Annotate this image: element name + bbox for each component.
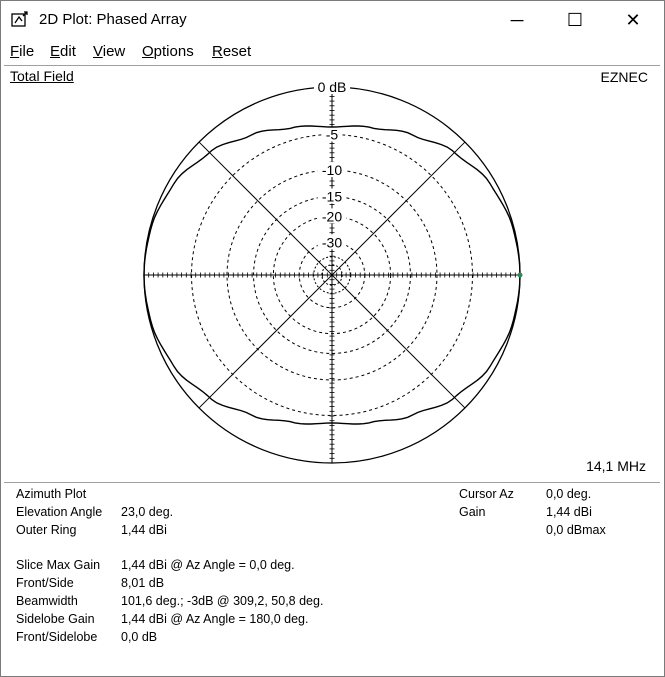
ring-label: 0 dB (317, 79, 347, 95)
maximize-icon: ☐ (566, 9, 584, 30)
polar-plot[interactable] (4, 66, 660, 482)
info-label: Outer Ring (16, 523, 77, 537)
info-label: Slice Max Gain (16, 558, 101, 572)
plot-title: Total Field (10, 68, 74, 84)
ring-label: -15 (321, 188, 343, 205)
app-icon (11, 11, 29, 29)
ring-label: -5 (325, 126, 339, 143)
ring-label: -10 (321, 162, 343, 179)
info-value: 23,0 deg. (121, 505, 174, 519)
info-value: 1,44 dBi @ Az Angle = 0,0 deg. (121, 558, 295, 572)
info-label: Azimuth Plot (16, 487, 87, 501)
cursor-value: 0,0 deg. (546, 487, 592, 501)
menu-reset[interactable]: Reset (212, 43, 252, 60)
menu-file[interactable]: File (10, 43, 35, 60)
cursor-label: Cursor Az (459, 487, 514, 501)
cursor-value: 1,44 dBi (546, 505, 592, 519)
info-value: 1,44 dBi @ Az Angle = 180,0 deg. (121, 612, 309, 626)
title-bar[interactable] (1, 1, 664, 39)
window-title: 2D Plot: Phased Array (39, 11, 187, 28)
info-label: Beamwidth (16, 594, 78, 608)
info-label: Front/Side (16, 576, 74, 590)
plot-brand: EZNEC (600, 69, 648, 85)
info-panel (4, 483, 660, 673)
info-value: 0,0 dB (121, 630, 158, 644)
ring-label: -30 (321, 234, 343, 251)
close-icon: ✕ (625, 9, 641, 30)
maximize-button[interactable] (546, 1, 604, 39)
info-label: Elevation Angle (16, 505, 103, 519)
info-label: Front/Sidelobe (16, 630, 98, 644)
ring-label: -20 (321, 208, 343, 225)
menu-options[interactable]: Options (142, 43, 194, 60)
info-value: 1,44 dBi (121, 523, 167, 537)
cursor-value: 0,0 dBmax (546, 523, 606, 537)
plot-frequency: 14,1 MHz (586, 458, 646, 474)
info-value: 101,6 deg.; -3dB @ 309,2, 50,8 deg. (121, 594, 324, 608)
info-label: Sidelobe Gain (16, 612, 95, 626)
menu-view[interactable]: View (93, 43, 126, 60)
cursor-label: Gain (459, 505, 486, 519)
minimize-icon: ─ (510, 9, 524, 30)
menu-edit[interactable]: Edit (50, 43, 76, 60)
info-value: 8,01 dB (121, 576, 165, 590)
menu-bar (1, 39, 664, 65)
close-button[interactable] (604, 1, 662, 39)
cursor-marker (518, 273, 523, 278)
polar-plot-area[interactable] (4, 65, 660, 483)
minimize-button[interactable] (488, 1, 546, 39)
